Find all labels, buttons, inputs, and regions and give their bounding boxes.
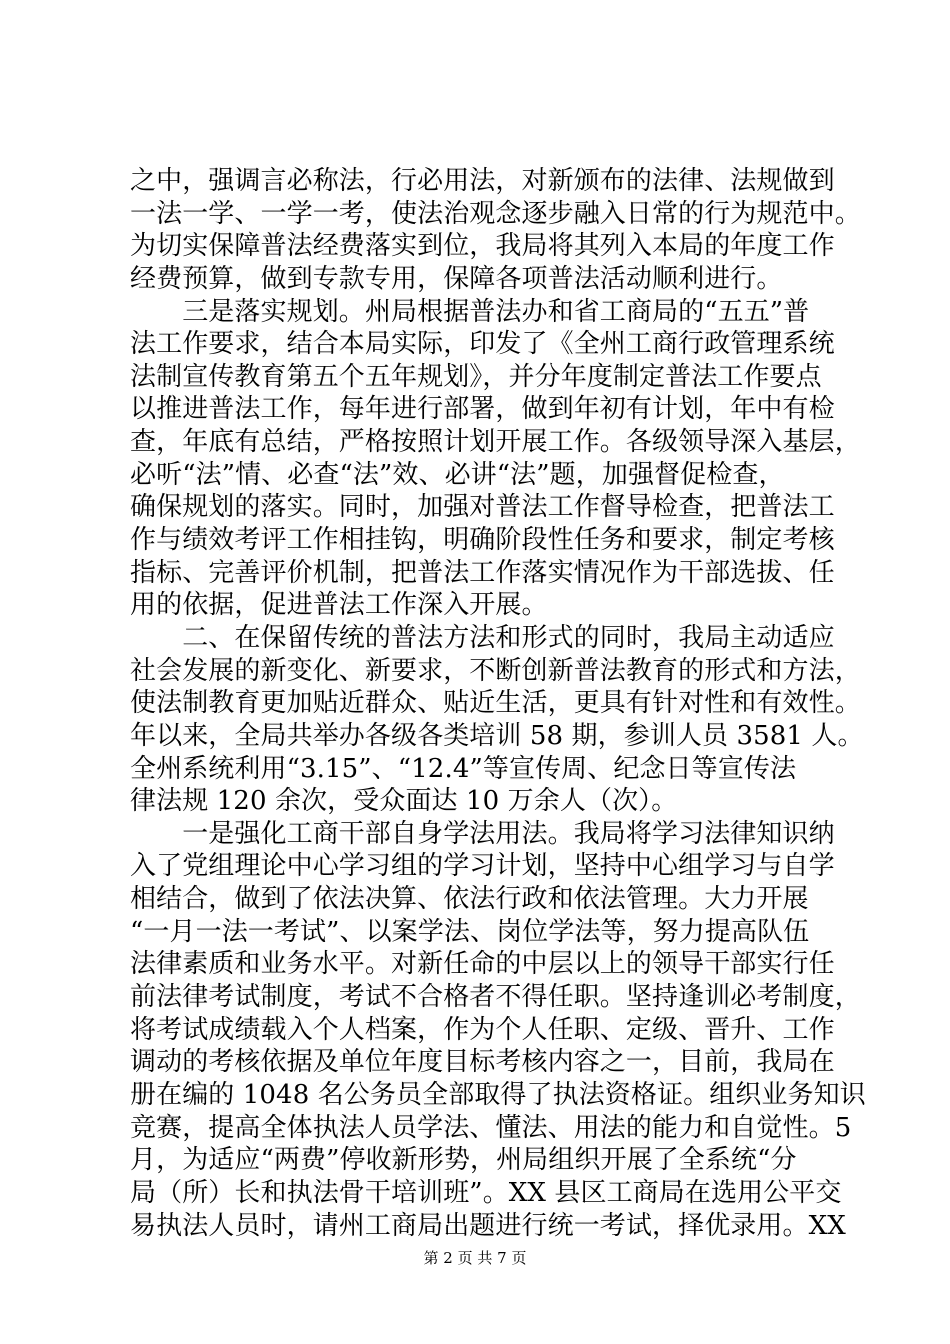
- text-line: 月，为适应“两费”停收新形势，州局组织开展了全系统“分: [130, 1145, 797, 1176]
- page-footer: 第 2 页 共 7 页: [423, 1249, 527, 1267]
- text-line: 必听“法”情、必查“法”效、必讲“法”题，加强督促检查，: [130, 459, 785, 490]
- text-line: 为切实保障普法经费落实到位，我局将其列入本局的年度工作: [130, 231, 835, 262]
- text-line: 法律素质和业务水平。对新任命的中层以上的领导干部实行任: [130, 949, 835, 980]
- text-line: 查，年底有总结，严格按照计划开展工作。各级领导深入基层，: [130, 427, 861, 458]
- text-line: 确保规划的落实。同时，加强对普法工作督导检查，把普法工: [130, 492, 835, 523]
- text-line: 之中，强调言必称法，行必用法，对新颁布的法律、法规做到: [130, 166, 835, 196]
- text-line: 易执法人员时，请州工商局出题进行统一考试，择优录用。XX: [130, 1210, 846, 1241]
- text-line: 相结合，做到了依法决算、依法行政和依法管理。大力开展: [130, 884, 809, 915]
- text-line: 社会发展的新变化、新要求，不断创新普法教育的形式和方法，: [130, 655, 861, 686]
- text-line: 前法律考试制度，考试不合格者不得任职。坚持逢训必考制度，: [130, 982, 861, 1013]
- text-line: 调动的考核依据及单位年度目标考核内容之一，目前，我局在: [130, 1047, 835, 1078]
- text-line: 法制宣传教育第五个五年规划》，并分年度制定普法工作要点: [130, 361, 822, 392]
- text-line: 用的依据，促进普法工作深入开展。: [130, 590, 548, 621]
- text-line: 经费预算，做到专款专用，保障各项普法活动顺利进行。: [130, 263, 783, 294]
- text-line: 册在编的 1048 名公务员全部取得了执法资格证。组织业务知识: [130, 1079, 866, 1110]
- text-line: “一月一法一考试”、以案学法、岗位学法等，努力提高队伍: [130, 916, 810, 947]
- text-line: 法工作要求，结合本局实际，印发了《全州工商行政管理系统: [130, 329, 835, 360]
- text-line: 作与绩效考评工作相挂钩，明确阶段性任务和要求，制定考核: [130, 525, 835, 556]
- text-line: 指标、完善评价机制，把普法工作落实情况作为干部选拔、任: [130, 557, 835, 588]
- text-line: 入了党组理论中心学习组的学习计划，坚持中心组学习与自学: [130, 851, 835, 882]
- text-line: 将考试成绩载入个人档案，作为个人任职、定级、晋升、工作: [130, 1014, 835, 1045]
- text-line: 局（所）长和执法骨干培训班”。XX 县区工商局在选用公平交: [130, 1177, 842, 1208]
- text-line: 使法制教育更加贴近群众、贴近生活，更具有针对性和有效性。: [130, 688, 861, 719]
- text-line: 三是落实规划。州局根据普法办和省工商局的“五五”普: [130, 296, 810, 327]
- text-line: 一法一学、一学一考，使法治观念逐步融入日常的行为规范中。: [130, 198, 861, 229]
- text-line: 竞赛，提高全体执法人员学法、懂法、用法的能力和自觉性。5: [130, 1112, 852, 1143]
- text-line: 全州系统利用“3.15”、“12.4”等宣传周、纪念日等宣传法: [130, 753, 797, 784]
- text-line: 律法规 120 余次，受众面达 10 万余人（次）。: [130, 786, 678, 817]
- text-line: 年以来，全局共举办各级各类培训 58 期，参训人员 3581 人。: [130, 720, 864, 751]
- text-line: 二、在保留传统的普法方法和形式的同时，我局主动适应: [130, 622, 835, 653]
- text-line: 以推进普法工作，每年进行部署，做到年初有计划，年中有检: [130, 394, 835, 425]
- text-line: 一是强化工商干部自身学法用法。我局将学习法律知识纳: [130, 818, 835, 849]
- body-text: [130, 165, 866, 1242]
